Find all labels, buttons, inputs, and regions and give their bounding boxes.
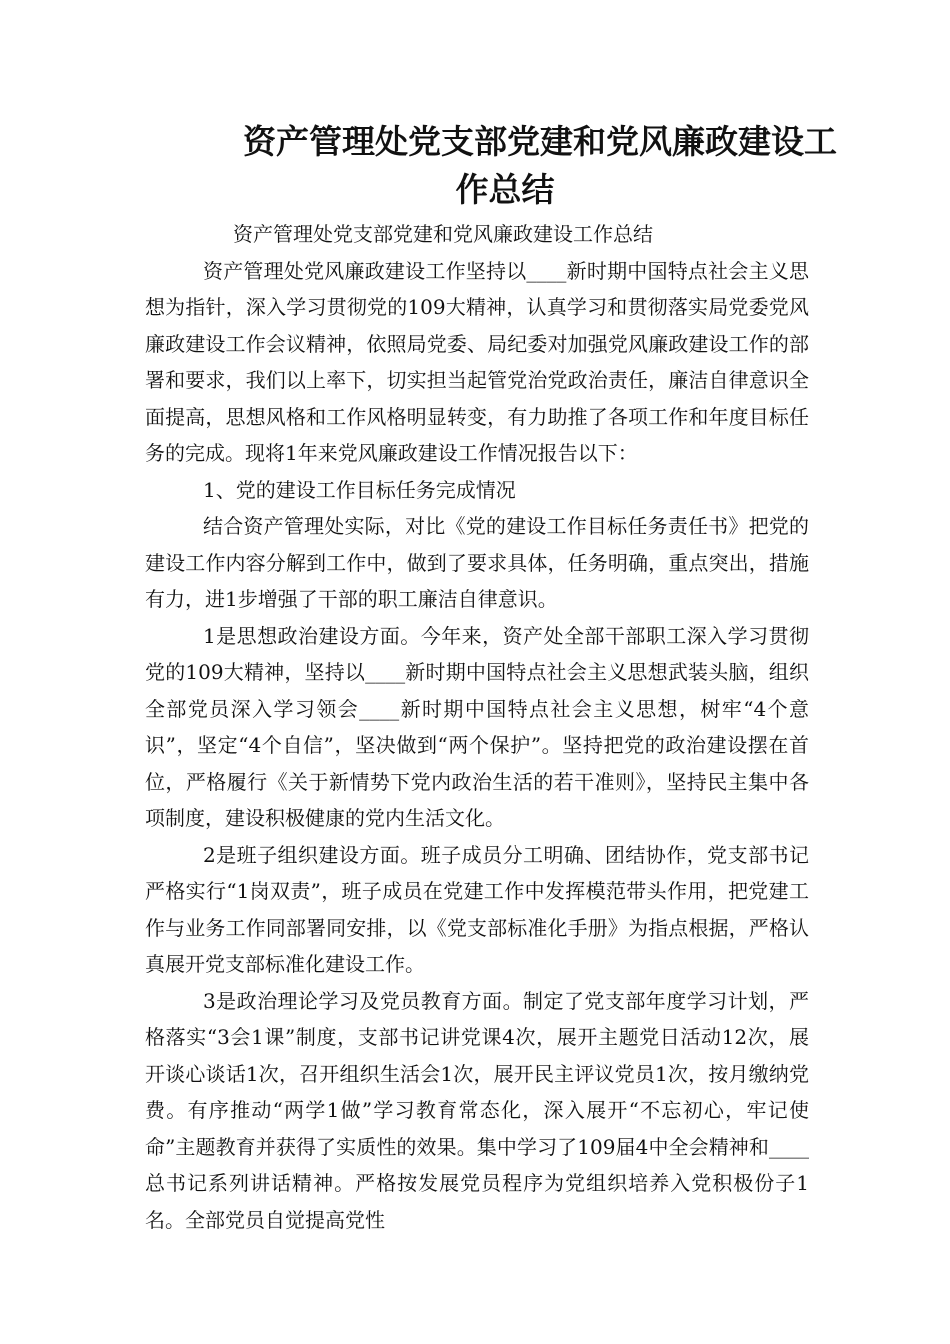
document-subtitle: 资产管理处党支部党建和党风廉政建设工作总结 bbox=[233, 222, 653, 246]
section-heading: 1、党的建设工作目标任务完成情况 bbox=[203, 477, 516, 502]
title-line-1: 资产管理处党支部党建和党风廉政建设工 bbox=[243, 122, 837, 161]
title-line-2: 作总结 bbox=[455, 170, 555, 209]
paragraph: 2是班子组织建设方面。班子成员分工明确、团结协作，党支部书记严格实行“1岗双责”，班子成员在党建工作中发挥模范带头作用，把党建工作与业务工作同部署同安排，以《党支部标准化手册》为指点根据，严格认真展开党支部标准化建设工作。 bbox=[145, 842, 809, 976]
paragraph: 1是思想政治建设方面。今年来，资产处全部干部职工深入学习贯彻党的109大精神，坚持以____新时期中国特点社会主义思想武装头脑，组织全部党员深入学习领会____新时期中国特点社会主义思想，树牢“4个意识”，坚定“4个自信”，坚决做到“两个保护”。坚持把党的政治建设摆在首位，严格履行《关于新情势下党内政治生活的若干准则》，坚持民主集中各项制度，建设积极健康的党内生活文化。 bbox=[145, 623, 809, 830]
document-body bbox=[145, 216, 809, 1238]
paragraph: 3是政治理论学习及党员教育方面。制定了党支部年度学习计划，严格落实“3会1课”制度，支部书记讲党课4次，展开主题党日活动12次，展开谈心谈话1次，召开组织生活会1次，展开民主评议党员1次，按月缴纳党费。有序推动“两学1做”学习教育常态化，深入展开“不忘初心，牢记使命”主题教育并获得了实质性的效果。集中学习了109届4中全会精神和____总书记系列讲话精神。严格按发展党员程序为党组织培养入党积极份子1名。全部党员自觉提高党性 bbox=[145, 988, 809, 1232]
document-title bbox=[145, 118, 865, 214]
paragraph: 结合资产管理处实际，对比《党的建设工作目标任务责任书》把党的建设工作内容分解到工作中，做到了要求具体，任务明确，重点突出，措施有力，进1步增强了干部的职工廉洁自律意识。 bbox=[145, 514, 809, 611]
paragraph-intro: 资产管理处党风廉政建设工作坚持以____新时期中国特点社会主义思想为指针，深入学习贯彻党的109大精神，认真学习和贯彻落实局党委党风廉政建设工作会议精神，依照局党委、局纪委对加强党风廉政建设工作的部署和要求，我们以上率下，切实担当起管党治党政治责任，廉洁自律意识全面提高，思想风格和工作风格明显转变，有力助推了各项工作和年度目标任务的完成。现将1年来党风廉政建设工作情况报告以下： bbox=[145, 258, 809, 465]
